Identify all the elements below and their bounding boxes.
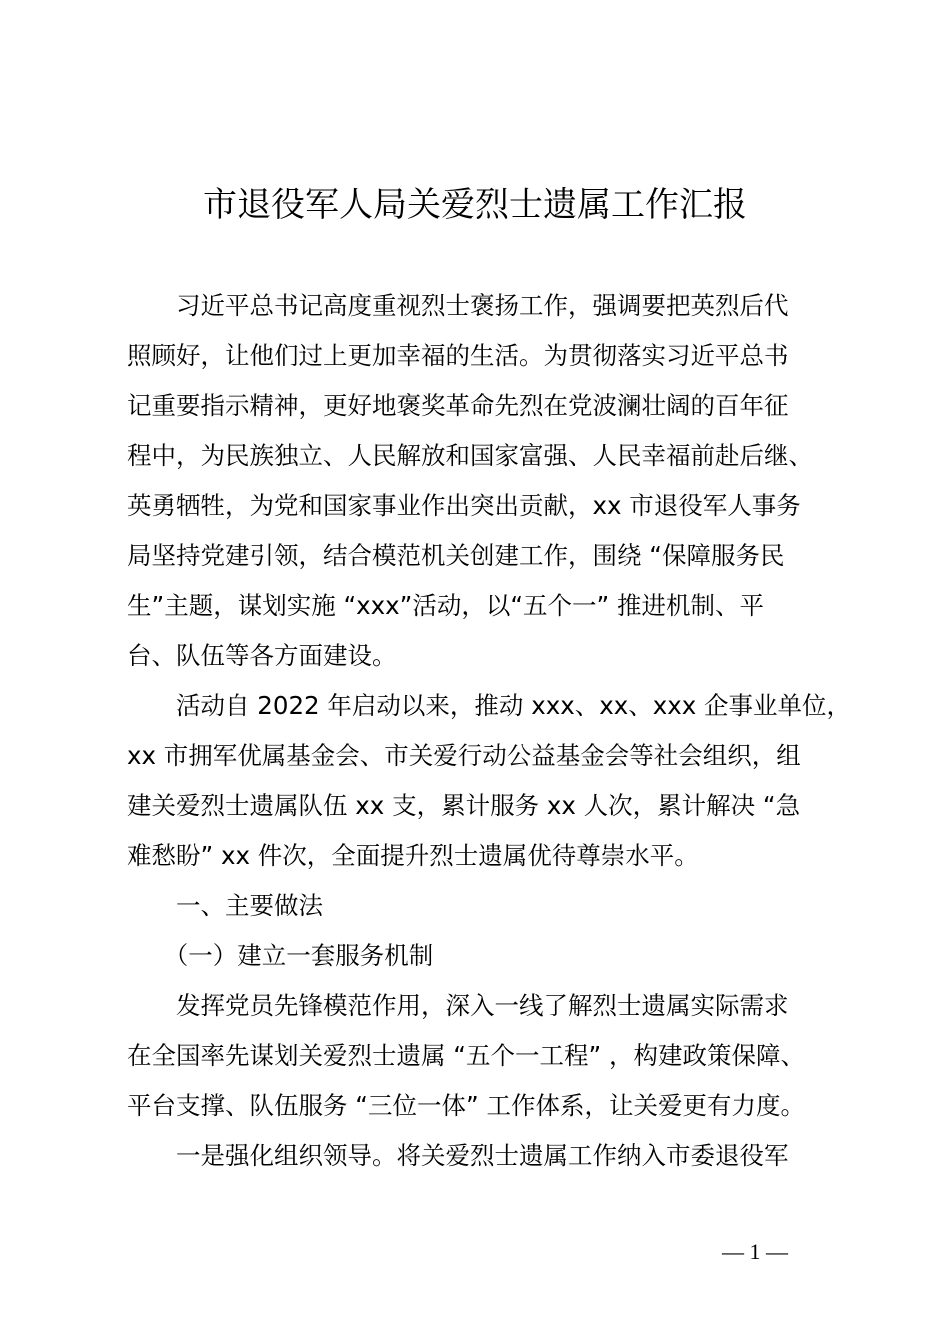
text-line: 台、队伍等各方面建设。 — [127, 641, 397, 670]
page-number: — 1 — — [722, 1239, 788, 1264]
text-line: 英勇牺牲，为党和国家事业作出突出贡献，xx 市退役军人事务 — [127, 491, 801, 520]
section-heading: 一、主要做法 — [127, 891, 323, 920]
text-line: 发挥党员先锋模范作用，深入一线了解烈士遗属实际需求 — [127, 991, 789, 1020]
text-line: 照顾好，让他们过上更加幸福的生活。为贯彻落实习近平总书 — [127, 341, 789, 370]
text-line: 程中，为民族独立、人民解放和国家富强、人民幸福前赴后继、 — [127, 441, 813, 470]
document-body — [127, 281, 851, 1181]
text-line: 一是强化组织领导。将关爱烈士遗属工作纳入市委退役军 — [127, 1141, 789, 1170]
text-line: 局坚持党建引领，结合模范机关创建工作，围绕 “保障服务民 — [127, 541, 785, 570]
text-line: 建关爱烈士遗属队伍 xx 支，累计服务 xx 人次，累计解决 “急 — [127, 791, 801, 820]
text-line: xx 市拥军优属基金会、市关爱行动公益基金会等社会组织，组 — [127, 741, 801, 770]
document-title: 市退役军人局关爱烈士遗属工作汇报 — [203, 185, 747, 225]
text-line: 习近平总书记高度重视烈士褒扬工作，强调要把英烈后代 — [127, 291, 789, 320]
text-line: 生”主题，谋划实施 “xxx”活动，以“五个一” 推进机制、平 — [127, 591, 765, 620]
text-line: 难愁盼” xx 件次，全面提升烈士遗属优待尊崇水平。 — [127, 841, 699, 870]
text-line: 记重要指示精神，更好地褒奖革命先烈在党波澜壮阔的百年征 — [127, 391, 789, 420]
text-line: 平台支撑、队伍服务 “三位一体” 工作体系，让关爱更有力度。 — [127, 1091, 805, 1120]
subsection-heading: （一）建立一套服务机制 — [127, 941, 434, 970]
text-line: 在全国率先谋划关爱烈士遗属 “五个一工程” ，构建政策保障、 — [127, 1041, 805, 1070]
text-line: 活动自 2022 年启动以来，推动 xxx、xx、xxx 企事业单位， — [127, 691, 851, 720]
